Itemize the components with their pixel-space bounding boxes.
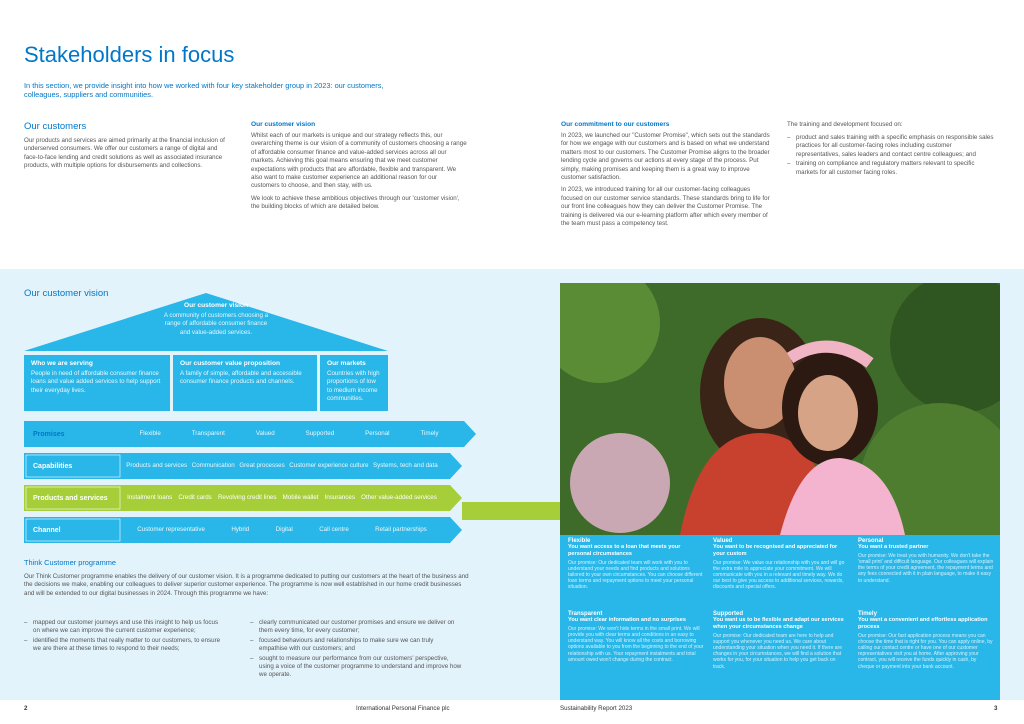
commitment-paragraph: In 2023, we launched our "Customer Promise", which sets out the standards for how we engage with our customers and is based on what we understand matters most to our customers. The Customer Promise aligns to the broader lending cycle and governs our actions at every stage of the process. Put simply, making promises and keeping them is a great way to improve customer satisfaction. [561,132,770,182]
channel-row [24,517,462,543]
promise-text: Our promise: Our dedicated team will work with you to understand your needs and find products and solutions tailored to your own circumstances. You can choose different loan terms and repayment options to meet your personal situation. [568,559,703,591]
row-label: Channel [33,526,61,534]
row-cell: Great processes [239,462,285,470]
row-cell: Other value-added services [361,494,437,502]
commitment-paragraph: In 2023, we introduced training for all our customer-facing colleagues focused on our customer service standards. These standards bring to life for our front line colleagues how they can deliver the Customer Promise. The training is delivered via our e-learning platform after which every member of the team must pass a competency test. [561,186,770,228]
think-customer-body: Our Think Customer programme enables the delivery of our customer vision. It is a programme dedicated to putting our customers at the heart of the business and the decisions we make, enabling our colleagues to deliver superior customer experience. The programme is now well established in our home credit businesses and will be extended to our digital businesses in 2024. Through this programme we have: [24,573,469,597]
row-cell: Products and services [126,462,188,470]
row-cell: Call centre [319,526,349,534]
promise-text: Our promise: We treat you with humanity. We don't take the 'small print' and difficult language. Our colleagues will explain the terms of your credit agreement, the repayment terms and any fees connected with it in plain language, to make it easy to understand. [858,552,994,584]
customers-body: Our products and services are aimed primarily at the financial inclusion of underserved consumers. We offer our customers a range of digital and face-to-face lending and credit solutions as well as associated insurance products, with multiple options for disbursements and collections. [24,137,225,170]
think-list-right [250,619,462,681]
training-intro: The training and development focused on: [787,121,903,128]
page-title: Stakeholders in focus [24,42,235,67]
customers-heading: Our customers [24,121,87,132]
row-cell: Retail partnerships [375,526,427,534]
row-cell: Revolving credit lines [217,494,277,502]
list-item: – mapped our customer journeys and use this insight to help us focus on where we can improve the current customer experience; [24,619,224,636]
row-cell: Communication [191,462,235,470]
row-cell: Customer experience culture [289,462,369,470]
row-cells [124,494,462,501]
row-cell: Flexible [139,430,161,438]
promise-title: Flexible [568,538,591,544]
row-cell: Personal [365,430,390,438]
publisher-name: International Personal Finance plc [356,705,450,712]
capabilities-row [24,453,462,479]
list-item: – identified the moments that really matter to our customers, to ensure we are there at these times to respond to their needs; [24,637,224,654]
vision-box-markets [320,355,388,411]
promise-title: Valued [713,538,733,544]
box-title: Our customer value proposition [180,360,281,367]
think-customer-heading: Think Customer programme [24,558,117,567]
page-number-right: 3 [994,705,998,712]
promise-subtitle: You want a trusted partner [858,544,929,550]
vision-box-value-proposition [173,355,317,411]
promise-title: Timely [858,611,877,617]
vision-diagram-heading: Our customer vision [24,288,109,299]
promise-flexible [568,538,704,591]
row-cell: Mobile wallet [282,494,319,502]
promise-supported [713,611,849,670]
promise-transparent [568,611,704,663]
list-item: – sought to measure our performance from our customers' perspective, using a voice of the customer programme to understand and improve how we operate. [250,655,462,680]
row-label: Capabilities [33,462,73,470]
report-name: Sustainability Report 2023 [560,705,633,712]
row-cell: Valued [255,430,275,438]
box-text: Countries with high proportions of low to medium income communities. [327,370,380,403]
box-title: Our markets [327,360,366,367]
row-cell: Digital [275,526,293,534]
row-cell: Systems, tech and data [372,462,438,470]
promise-subtitle: You want to be recognised and appreciated for your custom [713,544,838,557]
think-list-left [24,619,224,655]
promise-subtitle: You want us to be flexible and adapt our services when your circumstances change [713,617,844,630]
promise-text: Our promise: Our dedicated team are here to help and support you whenever you need us. We care about understanding your situation when you need it. If there are changes in your circumstances, we will find a solution that works for you, for your situation to help you get back on track. [713,632,842,670]
products-row [24,485,462,511]
training-list [787,134,997,178]
row-cells [124,526,462,533]
box-title: Who we are serving [31,360,93,367]
promise-valued [713,538,849,591]
roof-description: A community of customers choosing a range of affordable consumer finance and value-added services. [163,312,269,336]
box-text: A family of simple, affordable and accessible consumer finance products and channels. [180,370,302,386]
promise-title: Supported [713,611,743,617]
row-cell: Timely [420,430,439,438]
promise-title: Transparent [568,611,603,617]
intro-text: In this section, we provide insight into how we worked with four key stakeholder group in 2023: our customers, colleagues, suppliers and communities. [24,81,384,100]
box-text: People in need of affordable consumer finance loans and value added services to help support their everyday lives. [31,370,161,394]
promise-subtitle: You want a convenient and effortless application process [858,617,988,630]
vision-box-serving [24,355,170,411]
list-item: – clearly communicated our customer promises and ensure we deliver on them every time, for every customer; [250,619,462,636]
promise-text: Our promise: Our fast application process means you can choose the time that is right for you. You can apply online, by calling our contact centre or have one of our customer representatives visit you at home. After approving your contract, you will receive the funds quickly in cash, by cheque or payment into your bank account. [858,632,993,670]
vision-body [251,132,467,212]
vision-paragraph: Whilst each of our markets is unique and our strategy reflects this, our overarching theme is our vision of a community of customers choosing a range of affordable consumer finance and value-added services across all our markets. Achieving this goal means ensuring that we meet customer expectations with products that are affordable, flexible and transparent. We also want to make customer experience an additional reason for our customers to choose, and then stay, with us. [251,132,467,190]
promise-personal [858,538,994,584]
photo-illustration [560,283,1000,535]
list-item: – focused behaviours and relationships to make sure we can truly empathise with our customers; and [250,637,462,654]
promise-subtitle: You want clear information and no surprises [568,617,687,623]
row-cell: Credit cards [178,494,212,502]
promise-timely [858,611,994,670]
customer-photo [560,283,1000,535]
list-item: – product and sales training with a specific emphasis on responsible sales practices for all customer-facing roles including customer representatives, sales leaders and contact centre colleagues; and [787,134,997,159]
row-cell: Transparent [191,430,225,438]
vision-roof-text [160,302,272,337]
row-cell: Customer representative [137,526,205,534]
row-cell: Insurances [324,494,355,502]
row-cell: Instalment loans [127,494,173,502]
promise-text: Our promise: We value our relationship with you and will go the extra mile to appreciate your commitment. We will communicate with you in a relevant and timely way. We do our best to give you access to additional services, rewards, discounts and special offers. [713,559,845,591]
row-cells [124,462,462,469]
list-item: – training on compliance and regulatory matters relevant to specific markets for all customer facing roles. [787,160,997,177]
commitment-body [561,132,771,228]
roof-title: Our customer vision [183,302,249,309]
page-number-left: 2 [24,705,28,712]
row-cell: Supported [305,430,335,438]
row-cell: Hybrid [231,526,250,534]
row-label: Promises [33,430,65,438]
row-cells [124,430,476,437]
commitment-heading: Our commitment to our customers [561,121,670,128]
promise-text: Our promise: We won't hide terms in the small print. We will provide you with clear terms and conditions in an easy to understand way. You will know all the costs and borrowing options available to you from the beginning to the end of your relationship with us. Your repayment instalments and total amount owed won't change during the contract. [568,625,704,663]
promise-title: Personal [858,538,884,544]
promises-row [24,421,476,447]
vision-paragraph: We look to achieve these ambitious objectives through our 'customer vision', the building blocks of which are detailed below. [251,194,460,211]
vision-heading: Our customer vision [251,121,316,128]
promise-subtitle: You want access to a loan that meets your personal circumstances [568,544,681,557]
row-label: Products and services [33,494,108,502]
